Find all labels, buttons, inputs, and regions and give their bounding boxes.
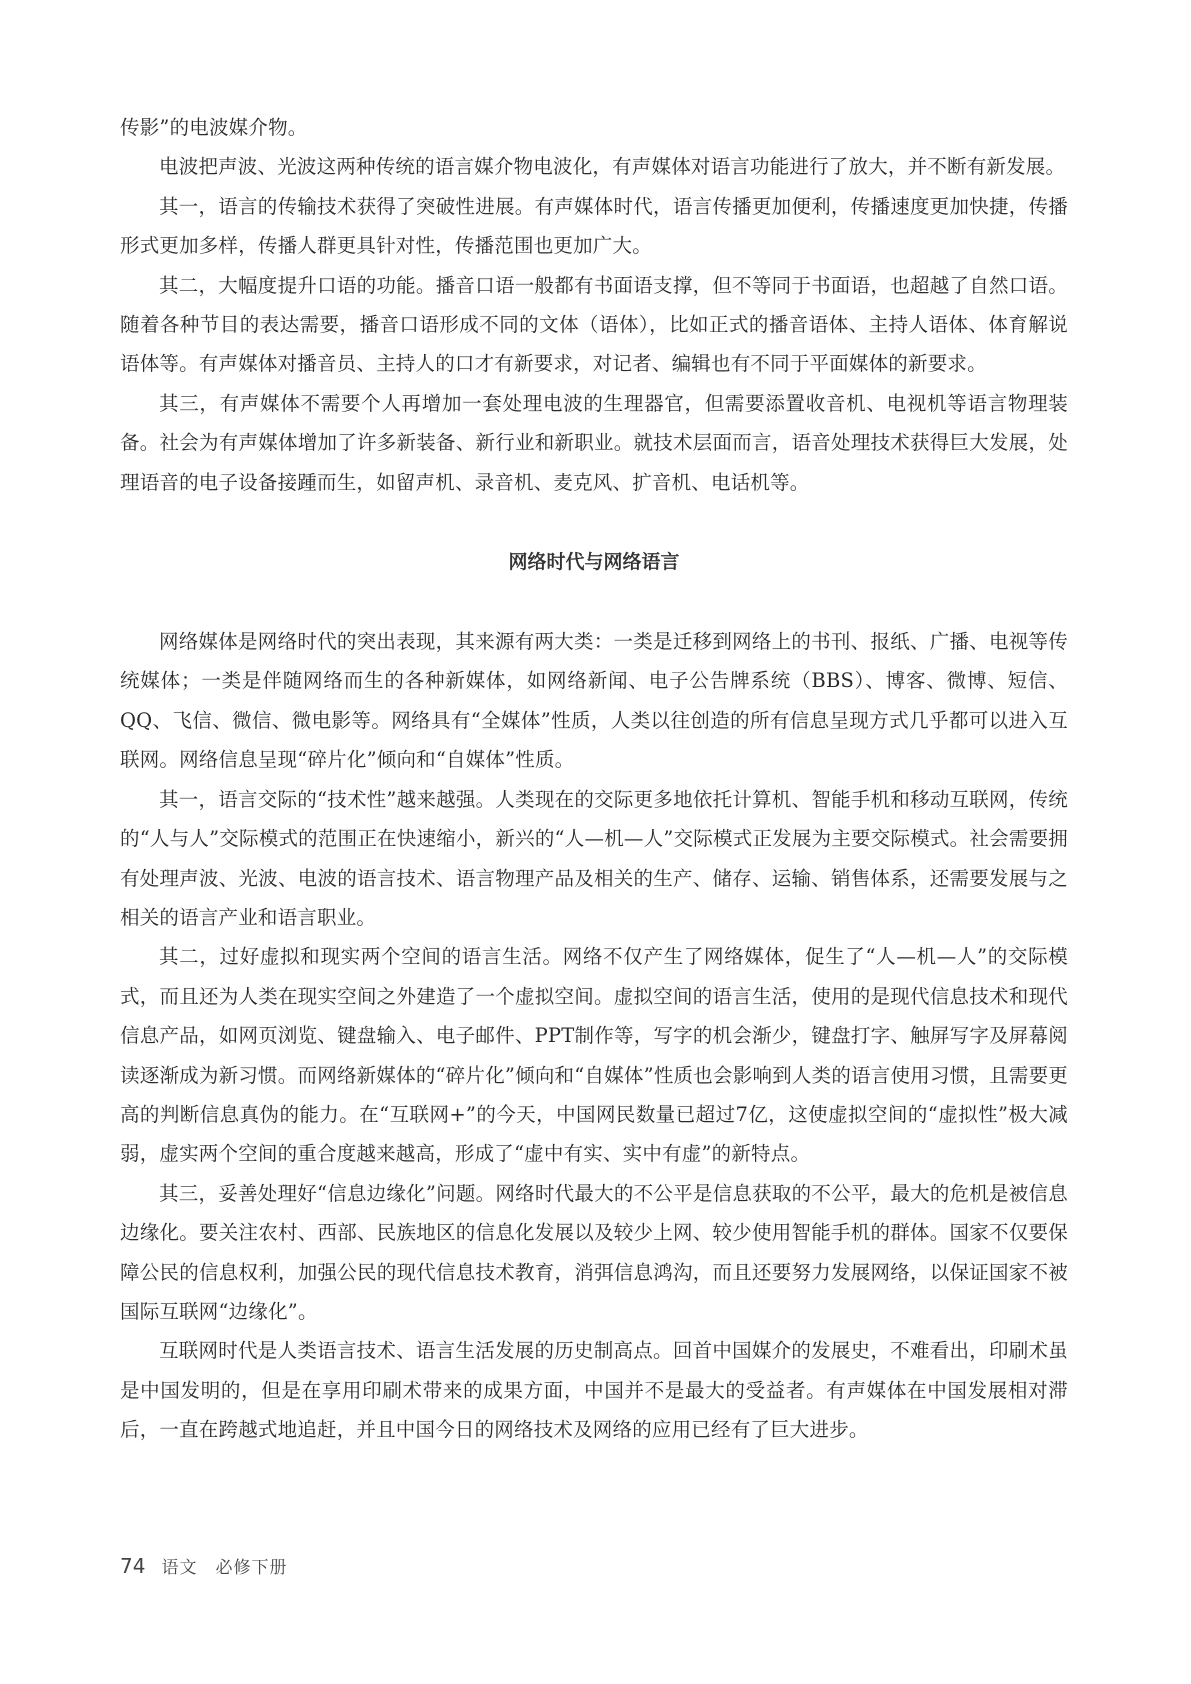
- paragraph: 其一，语言的传输技术获得了突破性进展。有声媒体时代，语言传播更加便利，传播速度更加快捷，传播形式更加多样，传播人群更具针对性，传播范围也更加广大。: [120, 194, 1068, 258]
- paragraph: 其三，有声媒体不需要个人再增加一套处理电波的生理器官，但需要添置收音机、电视机等语言物理装备。社会为有声媒体增加了许多新装备、新行业和新职业。就技术层面而言，语音处理技术获得巨大发展，处理语音的电子设备接踵而生，如留声机、录音机、麦克风、扩音机、电话机等。: [120, 391, 1068, 494]
- paragraph: 电波把声波、光波这两种传统的语言媒介物电波化，有声媒体对语言功能进行了放大，并不断有新发展。: [159, 155, 1066, 179]
- section-heading: 网络时代与网络语言: [508, 551, 680, 574]
- page-body: [120, 108, 1068, 1450]
- paragraph: 互联网时代是人类语言技术、语言生活发展的历史制高点。回首中国媒介的发展史，不难看出，印刷术虽是中国发明的，但是在享用印刷术带来的成果方面，中国并不是最大的受益者。有声媒体在中国发展相对滞后，一直在跨越式地追赶，并且中国今日的网络技术及网络的应用已经有了巨大进步。: [120, 1339, 1068, 1442]
- page-number: 74: [120, 1554, 146, 1578]
- paragraph-continuation: 传影”的电波媒介物。: [120, 116, 308, 139]
- paragraph: 其二，过好虚拟和现实两个空间的语言生活。网络不仅产生了网络媒体，促生了“人—机—人”的交际模式，而且还为人类在现实空间之外建造了一个虚拟空间。虚拟空间的语言生活，使用的是现代信息技术和现代信息产品，如网页浏览、键盘输入、电子邮件、PPT制作等，写字的机会渐少，键盘打字、触屏写字及屏幕阅读逐渐成为新习惯。而网络新媒体的“碎片化”倾向和“自媒体”性质也会影响到人类的语言使用习惯，且需要更高的判断信息真伪的能力。在“互联网+”的今天，中国网民数量已超过7亿，这使虚拟空间的“虚拟性”极大减弱，虚实两个空间的重合度越来越高，形成了“虚中有实、实中有虚”的新特点。: [120, 945, 1068, 1166]
- paragraph: 网络媒体是网络时代的突出表现，其来源有两大类：一类是迁移到网络上的书刊、报纸、广播、电视等传统媒体；一类是伴随网络而生的各种新媒体，如网络新闻、电子公告牌系统（BBS）、博客、微博、短信、QQ、飞信、微信、微电影等。网络具有“全媒体”性质，人类以往创造的所有信息呈现方式几乎都可以进入互联网。网络信息呈现“碎片化”倾向和“自媒体”性质。: [120, 630, 1068, 772]
- page-footer: [120, 1551, 287, 1581]
- paragraph: 其二，大幅度提升口语的功能。播音口语一般都有书面语支撑，但不等同于书面语，也超越了自然口语。随着各种节目的表达需要，播音口语形成不同的文体（语体），比如正式的播音语体、主持人语体、体育解说语体等。有声媒体对播音员、主持人的口才有新要求，对记者、编辑也有不同于平面媒体的新要求。: [120, 273, 1068, 376]
- paragraph: 其一，语言交际的“技术性”越来越强。人类现在的交际更多地依托计算机、智能手机和移动互联网，传统的“人与人”交际模式的范围正在快速缩小，新兴的“人—机—人”交际模式正发展为主要交际模式。社会需要拥有处理声波、光波、电波的语言技术、语言物理产品及相关的生产、储存、运输、销售体系，还需要发展与之相关的语言产业和语言职业。: [120, 787, 1068, 929]
- book-title: 语文 必修下册: [161, 1558, 288, 1578]
- paragraph: 其三，妥善处理好“信息边缘化”问题。网络时代最大的不公平是信息获取的不公平，最大的危机是被信息边缘化。要关注农村、西部、民族地区的信息化发展以及较少上网、较少使用智能手机的群体。国家不仅要保障公民的信息权利，加强公民的现代信息技术教育，消弭信息鸿沟，而且还要努力发展网络，以保证国家不被国际互联网“边缘化”。: [120, 1181, 1068, 1323]
